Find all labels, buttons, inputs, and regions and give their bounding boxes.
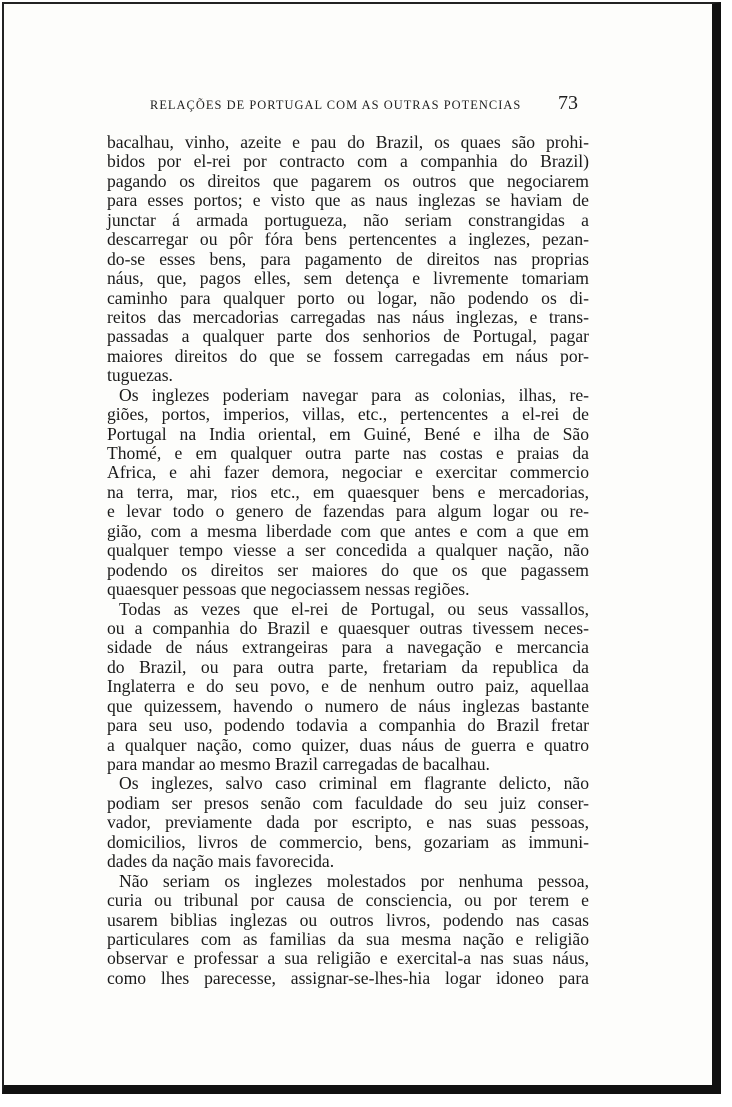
text-line: como lhes parecesse, assignar-se-lhes-hia logar idoneo para <box>107 967 589 988</box>
page-number: 73 <box>558 92 578 114</box>
text-line: que quizessem, havendo o numero de náus inglezas bastante <box>107 695 589 716</box>
text-line: podiam ser presos senão com faculdade do seu juiz conser- <box>107 792 589 813</box>
text-line: Portugal na India oriental, em Guiné, Bené e ilha de São <box>107 423 589 444</box>
text-line: maiores direitos do que se fossem carregadas em náus por- <box>107 345 589 366</box>
paragraph <box>107 600 589 775</box>
text-line: giões, portos, imperios, villas, etc., pertencentes a el-rei de <box>107 404 589 425</box>
text-line: observar e professar a sua religião e exercital-a nas suas náus, <box>107 948 589 969</box>
text-line: sidade de náus extrangeiras para a navegação e mercancia <box>107 637 589 658</box>
text-line: junctar á armada portugueza, não seriam constrangidas a <box>107 209 589 230</box>
paragraph <box>107 774 589 871</box>
text-line: ou a companhia do Brazil e quaesquer outras tivessem neces- <box>107 617 589 638</box>
text-line: podendo os direitos ser maiores do que os que pagassem <box>107 559 589 580</box>
text-line: bidos por el-rei por contracto com a companhia do Brazil) <box>107 151 589 172</box>
text-line: Thomé, e em qualquer outra parte nas costas e praias da <box>107 443 589 463</box>
text-line: caminho para qualquer porto ou logar, não podendo os di- <box>107 287 589 308</box>
paragraph <box>107 386 589 600</box>
text-line: qualquer tempo viesse a ser concedida a qualquer nação, não <box>107 540 589 561</box>
running-title: RELAÇÕES DE PORTUGAL COM AS OUTRAS POTENCIAS <box>150 98 522 112</box>
text-line: do-se esses bens, para pagamento de direitos nas proprias <box>107 248 589 269</box>
text-line: vador, previamente dada por escripto, e nas suas pessoas, <box>107 812 589 833</box>
text-line: para mandar ao mesmo Brazil carregadas de bacalhau. <box>107 754 490 774</box>
text-line: para seu uso, podendo todavia a companhia do Brazil fretar <box>107 715 589 736</box>
text-line: particulares com as familias da sua mesma nação e religião <box>107 928 589 949</box>
text-line: usarem biblias inglezas ou outros livros, podendo nas casas <box>107 909 589 930</box>
text-line: Não seriam os inglezes molestados por nenhuma pessoa, <box>119 870 589 891</box>
text-line: dades da nação mais favorecida. <box>107 851 335 872</box>
page-frame <box>2 2 721 1094</box>
text-line: Africa, e ahi fazer demora, negociar e exercitar commercio <box>107 462 589 483</box>
text-line: do Brazil, ou para outra parte, fretariam da republica da <box>107 656 589 677</box>
text-line: Inglaterra e do seu povo, e de nenhum outro paiz, aquellaa <box>107 676 589 697</box>
paragraph <box>107 133 589 386</box>
text-line: na terra, mar, rios etc., em quaesquer bens e mercadorias, <box>107 481 589 502</box>
text-line: gião, com a mesma liberdade com que antes e com a que em <box>107 520 589 541</box>
text-line: para esses portos; e visto que as naus inglezas se haviam de <box>107 190 589 211</box>
text-line: reitos das mercadorias carregadas nas náus inglezas, e trans- <box>107 306 589 327</box>
paragraph <box>107 872 589 989</box>
text-line: pagando os direitos que pagarem os outros que negociarem <box>107 170 589 191</box>
text-line: quaesquer pessoas que negociassem nessas regiões. <box>107 579 470 600</box>
body-text <box>107 133 589 988</box>
text-line: passadas a qualquer parte dos senhorios de Portugal, pagar <box>107 326 589 347</box>
text-line: tuguezas. <box>107 365 173 386</box>
text-line: Todas as vezes que el-rei de Portugal, ou seus vassallos, <box>119 598 589 619</box>
text-line: náus, que, pagos elles, sem detença e livremente tomariam <box>107 268 589 289</box>
text-line: domicilios, livros de commercio, bens, gozariam as immuni- <box>107 831 589 852</box>
text-line: bacalhau, vinho, azeite e pau do Brazil, os quaes são prohi- <box>107 132 589 152</box>
text-line: a qualquer nação, como quizer, duas náus de guerra e quatro <box>107 734 589 755</box>
text-line: Os inglezes poderiam navegar para as colonias, ilhas, re- <box>119 384 589 405</box>
text-line: descarregar ou pôr fóra bens pertencentes a inglezes, pezan- <box>107 229 589 250</box>
text-line: e levar todo o genero de fazendas para algum logar ou re- <box>107 501 589 522</box>
page-header <box>150 92 578 120</box>
text-line: Os inglezes, salvo caso criminal em flagrante delicto, não <box>119 773 589 794</box>
text-line: curia ou tribunal por causa de consciencia, ou por terem e <box>107 890 589 911</box>
